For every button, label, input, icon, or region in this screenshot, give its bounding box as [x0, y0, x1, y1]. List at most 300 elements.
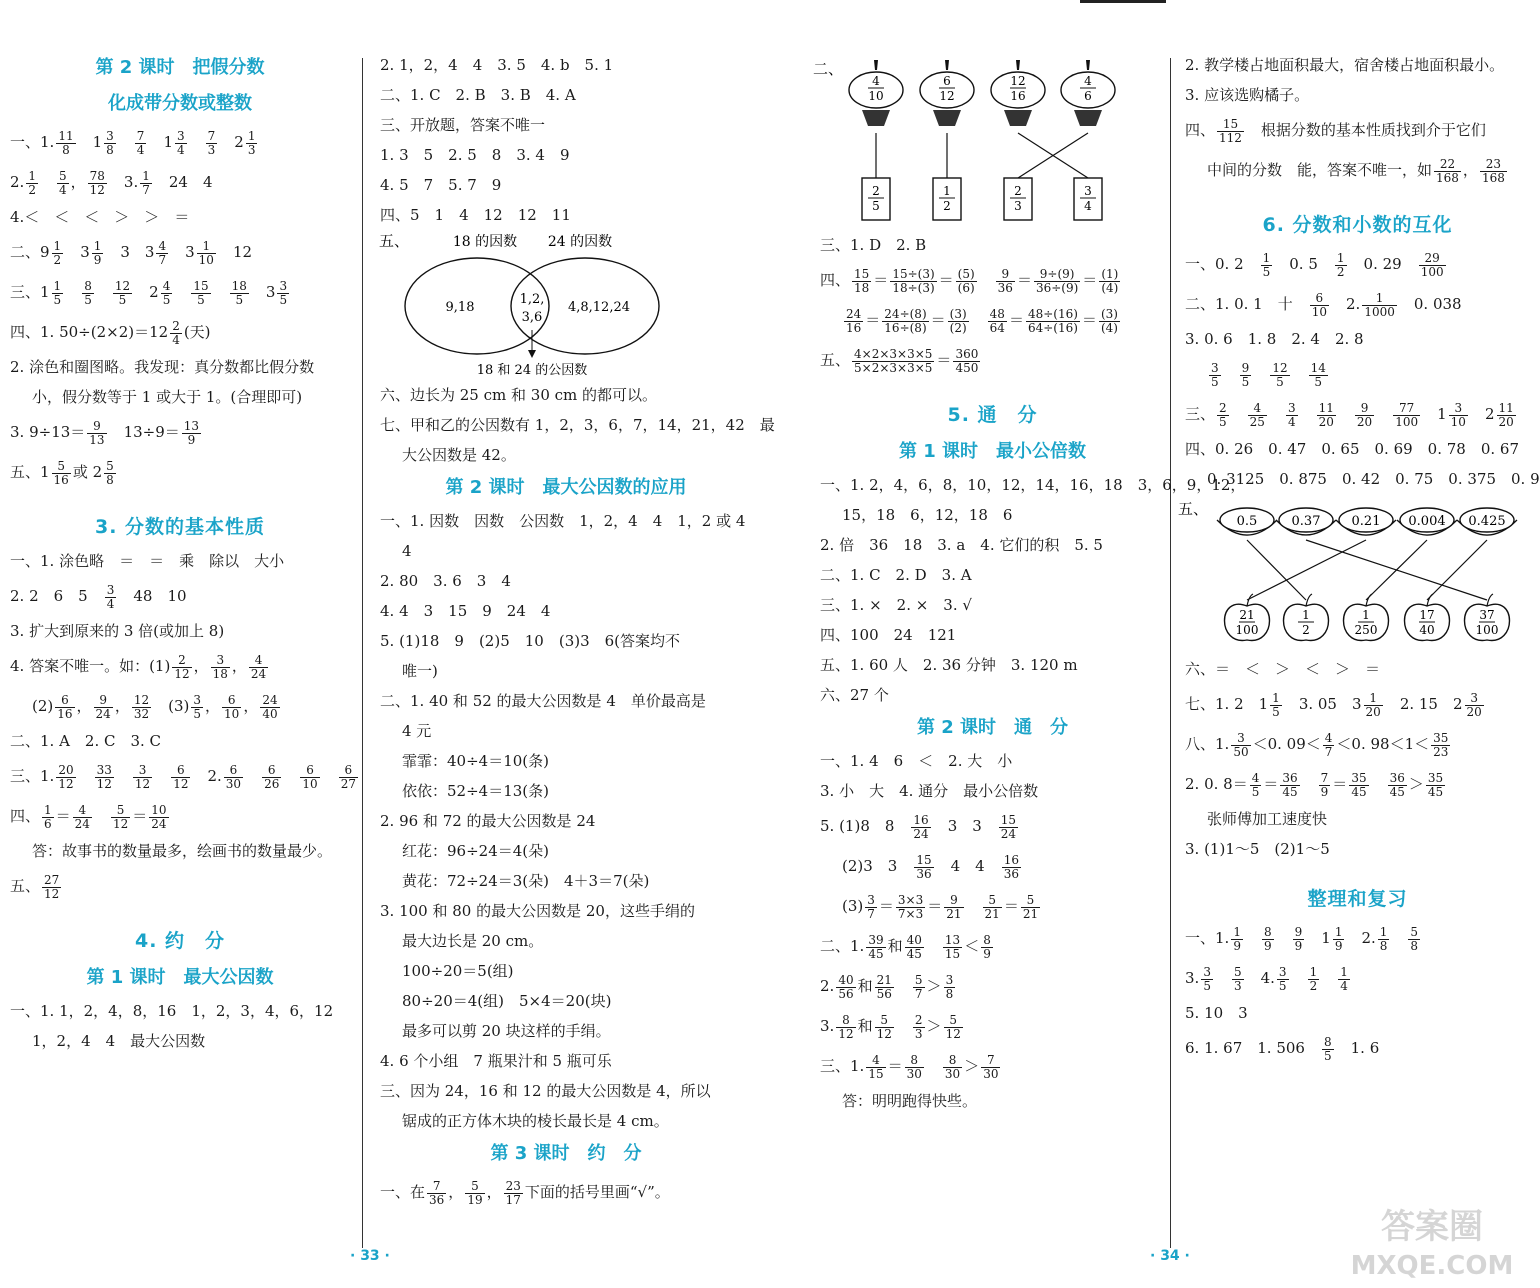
match-line [1247, 540, 1306, 600]
answer-line [10, 312, 350, 352]
apple-fraction-denominator: 100 [1475, 623, 1499, 637]
answer-text: ＝ [132, 807, 148, 825]
fraction [866, 1054, 885, 1081]
answer-line [380, 866, 752, 896]
numerator: 12 [133, 692, 150, 707]
numerator: 5 [875, 1014, 894, 1028]
fraction [197, 240, 216, 267]
answer-text: 0. 29 [1348, 255, 1417, 273]
numerator: 7 [427, 1180, 446, 1194]
answer-line [820, 230, 1165, 260]
fraction [504, 1180, 523, 1207]
answer-text [174, 283, 189, 301]
fraction [852, 348, 934, 375]
answer-text: 100÷20＝5(组) [402, 962, 514, 980]
spacer [10, 906, 350, 922]
answer-text: 1 [77, 133, 103, 151]
box-fraction-denominator: 5 [872, 199, 880, 213]
answer-line [1185, 724, 1530, 764]
answer-text [1276, 929, 1291, 947]
pot-base-icon [933, 110, 961, 126]
numerator: 3 [106, 128, 114, 143]
answer-text: 或 2 [72, 463, 103, 481]
answer-text: 4. 答案不唯一。如：(1) [10, 657, 171, 675]
fraction [1338, 966, 1350, 993]
fraction [1293, 926, 1305, 953]
numerator: 40 [838, 972, 854, 987]
fraction [249, 654, 268, 681]
fraction [427, 1180, 446, 1207]
answer-text [1292, 365, 1307, 383]
answer-text: ＝ [873, 271, 889, 289]
denominator: 100 [1395, 414, 1419, 429]
answer-line [380, 776, 752, 806]
answer-text [896, 977, 911, 995]
denominator: 23 [1433, 744, 1449, 759]
section-heading: 6. 分数和小数的互化 [1262, 214, 1453, 236]
answer-line [380, 506, 752, 536]
answer-line [380, 716, 752, 746]
denominator: 5 [84, 292, 92, 307]
fraction [95, 764, 114, 791]
denominator: 16÷(8) [884, 320, 927, 335]
answer-text: 3. [1185, 969, 1200, 987]
denominator: 8 [1379, 938, 1388, 953]
answer-text: 三、开放题，答案不唯一 [380, 116, 546, 134]
numerator: 6 [262, 764, 281, 778]
numerator: 18 [231, 278, 247, 293]
numerator: 35 [1351, 770, 1367, 785]
answer-text: 最多可以剪 20 块这样的手绢。 [402, 1022, 611, 1040]
answer-text: 3. 100 和 80 的最大公因数是 20，这些手绢的 [380, 902, 695, 920]
numerator: 22 [1434, 158, 1461, 172]
denominator: 3 [207, 142, 216, 157]
numerator: 20 [58, 762, 74, 777]
fraction [1231, 926, 1243, 953]
answer-text: 五、1 [10, 463, 50, 481]
answer-text: 四、5 1 4 12 12 11 [380, 206, 571, 224]
answer-text: 根据分数的基本性质找到介于它们 [1245, 121, 1486, 139]
fraction [1217, 402, 1229, 429]
decimal-value: 0.21 [1351, 514, 1381, 529]
answer-line [820, 1006, 1165, 1046]
answer-text: 六、边长为 25 cm 和 30 cm 的都可以。 [380, 386, 658, 404]
answer-line [10, 232, 350, 272]
denominator: 16 [846, 320, 862, 335]
answer-text: 2 [219, 133, 244, 151]
answer-text: 一、1. [10, 133, 55, 151]
answer-line [820, 300, 1165, 340]
denominator: 45 [1282, 784, 1298, 799]
denominator: 9 [1334, 938, 1343, 953]
denominator: 10 [1311, 304, 1327, 319]
answer-text: (2)3 3 [842, 857, 913, 875]
box-fraction-denominator: 2 [943, 199, 951, 213]
answer-text: 四、 [1185, 121, 1216, 139]
fraction [133, 764, 152, 791]
numerator: 2 [914, 1012, 923, 1027]
denominator: 21 [1022, 906, 1039, 921]
answer-line [820, 776, 1165, 806]
denominator: 5 [1262, 264, 1271, 279]
numerator: 1 [1309, 964, 1318, 979]
answer-line [820, 926, 1165, 966]
numerator: 3 [1278, 964, 1287, 979]
fraction [113, 280, 132, 307]
denominator: 45 [1351, 784, 1367, 799]
answer-line [820, 680, 1165, 710]
answer-text: 三、因为 24，16 和 12 的最大公因数是 4，所以 [380, 1082, 711, 1100]
numerator: 29 [1419, 252, 1446, 266]
denominator: 4 [1287, 414, 1296, 429]
denominator: 32 [133, 706, 150, 721]
numerator: 1 [1334, 924, 1343, 939]
numerator: 3 [1203, 964, 1211, 979]
answer-text: 1 [148, 133, 173, 151]
fraction [1449, 402, 1468, 429]
answer-text: 和 [857, 977, 873, 995]
answer-text [213, 283, 228, 301]
denominator: 7 [1324, 744, 1333, 759]
numerator: 39 [868, 932, 884, 947]
numerator: 1 [1340, 964, 1348, 979]
numerator: 4 [1251, 770, 1260, 785]
answer-line [1185, 998, 1530, 1028]
answer-line [1185, 50, 1530, 80]
numerator: 4×2×3×3×5 [854, 346, 933, 361]
numerator: 6 [224, 764, 243, 778]
denominator: 7×3 [897, 906, 924, 921]
answer-text: 七、1. 2 1 [1185, 695, 1269, 713]
denominator: 6 [44, 816, 52, 831]
fraction [156, 240, 168, 267]
fraction [1465, 692, 1484, 719]
answer-line [10, 202, 350, 232]
answer-text: 2. 倍 36 18 3. a 4. 它们的积 5. 5 [820, 536, 1103, 554]
denominator: 45 [1389, 784, 1405, 799]
answer-line [10, 796, 350, 836]
answer-line [1185, 284, 1530, 324]
answer-text: 一、1. 1，2，4，8，16 1，2，3，4，6，12 [10, 1002, 334, 1020]
answer-line [10, 726, 350, 756]
fraction [1034, 268, 1080, 295]
numerator: 15 [916, 852, 932, 867]
answer-text: 2. [1331, 295, 1361, 313]
denominator: 12 [876, 1026, 892, 1041]
answer-text: 一、1. 4 6 ＜ 2. 大 小 [820, 752, 1013, 770]
numerator: 5 [1410, 924, 1419, 939]
answer-line [10, 866, 350, 906]
denominator: 12 [173, 776, 189, 791]
fraction [948, 308, 969, 335]
pot-item [991, 60, 1045, 126]
answer-line [10, 382, 350, 412]
answer-text: 最大边长是 20 cm。 [402, 932, 544, 950]
numerator: 4 [162, 278, 171, 293]
answer-text: 四、 [820, 271, 851, 289]
numerator: 11 [1498, 400, 1514, 415]
numerator: 1 [1362, 292, 1397, 306]
denominator: 40 [262, 706, 278, 721]
denominator: 9 [187, 432, 196, 447]
section-heading: 第 2 课时 通 分 [916, 717, 1069, 738]
denominator: 30 [983, 1066, 999, 1081]
answer-text [116, 767, 131, 785]
numerator: 3 [1211, 360, 1219, 375]
answer-text: ＞ [926, 1017, 942, 1035]
answer-line [10, 686, 350, 726]
fraction [1426, 772, 1445, 799]
answer-text: 15，18 6，12，18 6 [842, 506, 1013, 524]
denominator: 5 [53, 292, 62, 307]
page-number-left: · 33 · [350, 1248, 390, 1264]
answer-line [380, 566, 752, 596]
denominator: 8 [106, 472, 114, 487]
answer-line [380, 986, 752, 1016]
numerator: 48÷(16) [1027, 306, 1078, 321]
denominator: 18÷(3) [892, 280, 935, 295]
fraction [1099, 308, 1120, 335]
numerator: 3 [1465, 692, 1484, 706]
lid-knob-icon [945, 60, 949, 70]
box-fraction-numerator: 3 [1084, 184, 1092, 198]
fraction [277, 280, 289, 307]
answer-line [380, 536, 752, 566]
answer-line [380, 1172, 752, 1212]
answer-text: 3. [820, 1017, 835, 1035]
denominator: 16 [53, 472, 69, 487]
match-prefix: 二、 [812, 60, 844, 78]
answer-text: ＝ [865, 311, 881, 329]
venn-right-title: 24 的因数 [547, 234, 613, 250]
section-heading: 第 2 课时 把假分数 [95, 57, 265, 78]
numerator: 3 [867, 892, 875, 907]
fraction [1355, 402, 1374, 429]
answer-text: 2 [1469, 405, 1495, 423]
numerator: 9 [87, 420, 106, 434]
fraction [913, 974, 925, 1001]
numerator: 3 [106, 582, 115, 597]
answer-text: 48 10 [118, 587, 187, 605]
numerator: 1 [53, 238, 62, 253]
fraction [1270, 692, 1282, 719]
fraction [1250, 772, 1262, 799]
match-line [1366, 540, 1427, 600]
answer-text: 4 元 [402, 722, 432, 740]
pot-fraction-numerator: 6 [943, 74, 951, 88]
denominator: 12 [134, 776, 151, 791]
fraction [87, 420, 106, 447]
answer-text: ＝ [878, 897, 894, 915]
denominator: 5 [1276, 374, 1284, 389]
answer-line [380, 440, 752, 470]
pot-fraction-denominator: 6 [1084, 89, 1092, 103]
answer-line [1185, 394, 1530, 434]
denominator: 7 [914, 986, 923, 1001]
numerator: 27 [44, 872, 60, 887]
numerator: 360 [955, 346, 979, 361]
numerator: 4 [866, 1054, 885, 1068]
answer-line [1185, 834, 1530, 864]
fraction [953, 348, 980, 375]
denominator: 45 [906, 946, 922, 961]
answer-line [380, 140, 752, 170]
denominator: 17 [505, 1192, 521, 1207]
numerator: 3 [211, 654, 230, 668]
denominator: 15 [944, 946, 961, 961]
answer-text: 四、1. 50÷(2×2)＝12 [10, 323, 169, 341]
answer-text: 二、1. [820, 937, 865, 955]
fraction [944, 1014, 963, 1041]
answer-line [380, 656, 752, 686]
answer-text: ＝ [887, 1057, 903, 1075]
fraction [844, 308, 863, 335]
answer-text [1269, 405, 1284, 423]
denominator: 12 [96, 776, 112, 791]
fraction [981, 934, 993, 961]
answer-text: ＝ [1263, 775, 1279, 793]
fraction [132, 694, 151, 721]
venn-svg [380, 230, 752, 380]
box-item [1074, 178, 1102, 220]
answer-text: ， [205, 697, 221, 715]
answer-text: 2. 1，2，4 4 3. 5 4. b 5. 1 [380, 56, 614, 74]
fraction [1362, 292, 1397, 319]
section-heading: 第 1 课时 最大公因数 [86, 967, 274, 988]
numerator: 16 [913, 812, 929, 827]
spacer [820, 380, 1165, 396]
numerator: 7 [1320, 770, 1329, 785]
answer-text [1302, 775, 1317, 793]
answer-text: ＝ [1081, 311, 1097, 329]
answer-line [1185, 80, 1530, 110]
numerator: 21 [876, 972, 892, 987]
fraction [1308, 966, 1320, 993]
apple-fraction-numerator: 1 [1362, 608, 1370, 622]
answer-text: 1 [1306, 929, 1331, 947]
numerator: 4 [249, 654, 268, 668]
denominator: 12 [44, 886, 60, 901]
denominator: (2) [949, 320, 967, 335]
denominator: 3 [1233, 978, 1242, 993]
denominator: 10 [198, 252, 214, 267]
numerator: 8 [983, 932, 991, 947]
fraction [56, 130, 75, 157]
section-heading: 化成带分数或整数 [108, 93, 252, 114]
venn-caption: 18 和 24 的公因数 [476, 363, 588, 378]
fraction [1364, 692, 1383, 719]
venn-prefix: 五、 [378, 232, 410, 250]
numerator: 11 [1318, 400, 1334, 415]
apple-fraction-denominator: 40 [1419, 623, 1435, 637]
answer-column-2 [378, 50, 775, 1212]
answer-line [380, 80, 752, 110]
venn-arrowhead [528, 350, 536, 358]
answer-line [380, 200, 752, 230]
answer-text: 5. (1)8 8 [820, 817, 910, 835]
answer-line [380, 836, 752, 866]
fraction [1349, 772, 1368, 799]
answer-text: ， [486, 1183, 502, 1201]
answer-text [283, 767, 298, 785]
answer-text: 3 3 [932, 817, 997, 835]
answer-text: 3 [65, 243, 90, 261]
answer-text: ＞ [1408, 775, 1424, 793]
pot-base-icon [1004, 110, 1032, 126]
answer-text: ， [70, 173, 86, 191]
venn-common-values: 3,6 [521, 310, 543, 325]
numerator: 24 [262, 692, 278, 707]
answer-line [380, 380, 752, 410]
numerator: 12 [114, 278, 131, 293]
fraction [875, 974, 894, 1001]
numerator: 8 [1263, 924, 1272, 939]
answer-text: ， [193, 657, 209, 675]
denominator: 168 [1481, 170, 1505, 185]
answer-text: 3. 0. 6 1. 8 2. 4 2. 8 [1185, 330, 1364, 348]
fraction [1209, 362, 1221, 389]
answer-text [322, 767, 337, 785]
answer-line [820, 746, 1165, 776]
bowl-item [1276, 508, 1336, 535]
numerator: 3 [1287, 400, 1296, 415]
numerator: 5 [465, 1180, 484, 1194]
answer-text [40, 173, 55, 191]
apple-item [1344, 594, 1389, 640]
numerator: 48 [989, 306, 1005, 321]
apple-item [1225, 594, 1270, 640]
answer-text [78, 767, 93, 785]
fraction [1026, 308, 1080, 335]
fraction [104, 130, 116, 157]
answer-text: 二、1. 0. 1 十 [1185, 295, 1308, 313]
answer-text: ＝ [930, 311, 946, 329]
matching-diagram-fractions [812, 50, 1165, 230]
numerator: 5 [106, 458, 114, 473]
answer-text: 一、1. 因数 因数 公因数 1，2，4 4 1，2 或 4 [380, 512, 746, 530]
numerator: 40 [906, 932, 922, 947]
denominator: 9 [1294, 938, 1303, 953]
fraction [1310, 292, 1329, 319]
numerator: 36 [1282, 770, 1298, 785]
box-item [933, 178, 961, 220]
denominator: 36 [997, 280, 1013, 295]
fraction [988, 308, 1007, 335]
answer-text: 24 4 [153, 173, 213, 191]
denominator: 10 [224, 706, 240, 721]
answer-text: 和 [857, 1017, 873, 1035]
fraction [260, 694, 279, 721]
answer-text [971, 311, 986, 329]
answer-line [380, 686, 752, 716]
fraction [1335, 252, 1347, 279]
answer-text: 2. 96 和 72 的最大公因数是 24 [380, 812, 596, 830]
numerator: 7 [136, 128, 145, 143]
denominator: 30 [225, 776, 242, 791]
denominator: 21 [984, 906, 1000, 921]
answer-text: 3 [170, 243, 195, 261]
numerator: 3 [176, 128, 185, 143]
numerator: 1 [247, 128, 256, 143]
fraction [905, 1054, 924, 1081]
answer-text: 红花：96÷24＝4(朵) [402, 842, 549, 860]
fraction [866, 934, 885, 961]
denominator: 36 [429, 1192, 445, 1207]
answer-text: (3) [153, 697, 190, 715]
answer-text: 四、 [10, 807, 41, 825]
numerator: 4 [158, 238, 167, 253]
answer-line [380, 50, 752, 80]
